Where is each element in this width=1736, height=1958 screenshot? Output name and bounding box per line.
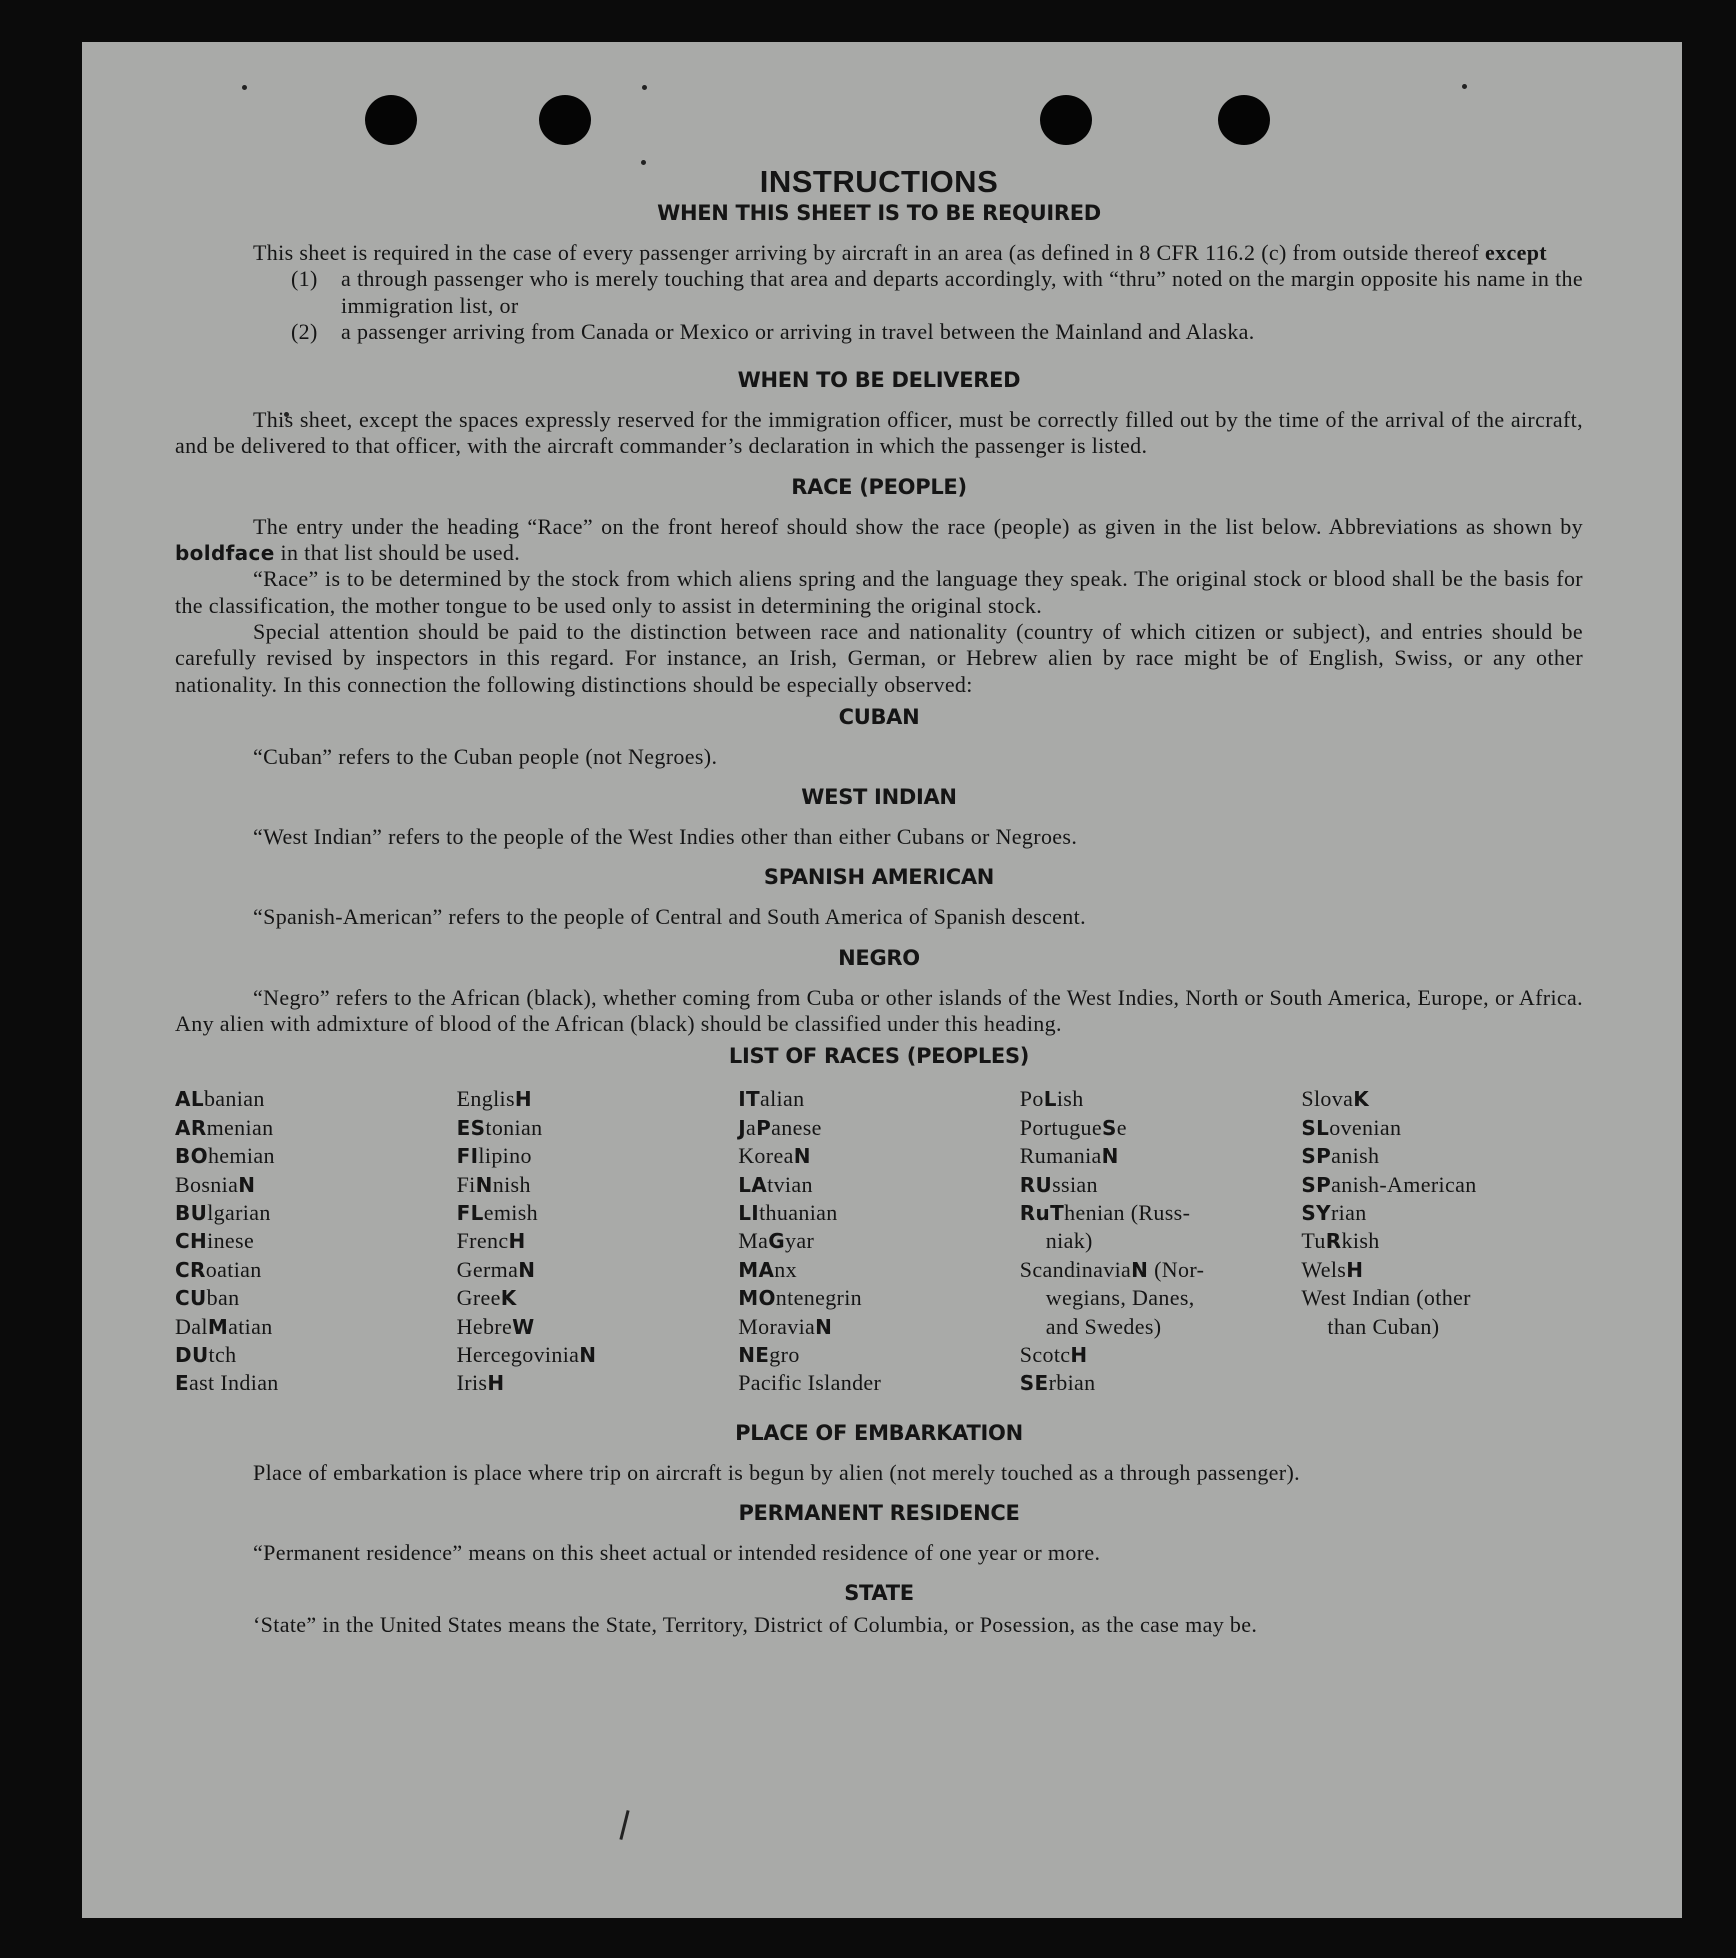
speck xyxy=(242,85,247,90)
paragraph-embarkation: Place of embarkation is place where trip on aircraft is begun by alien (not merely touched as a through passenger). xyxy=(253,1459,1300,1485)
heading-negro: NEGRO xyxy=(838,945,920,970)
race-text: Rumania xyxy=(1019,1143,1102,1169)
race-abbrev: MA xyxy=(738,1257,775,1282)
race-text: anish-American xyxy=(1331,1171,1477,1197)
race-entry xyxy=(1020,1341,1302,1369)
race-entry xyxy=(1020,1256,1302,1284)
race-abbrev: IT xyxy=(738,1087,760,1112)
race-abbrev: BO xyxy=(175,1144,208,1169)
heading-race: RACE (PEOPLE) xyxy=(791,474,967,499)
race-text: emish xyxy=(483,1199,539,1225)
item-text: a through passenger who is merely touching that area and departs accordingly, with “thru” noted on the margin opposite his name in the immigration list, or xyxy=(341,266,1583,318)
race-abbrev: FI xyxy=(456,1144,479,1169)
race-entry xyxy=(175,1256,457,1284)
race-abbrev: DU xyxy=(175,1343,209,1367)
race-text: ast Indian xyxy=(189,1370,279,1396)
race-text: banian xyxy=(203,1086,265,1112)
race-text: tch xyxy=(208,1342,237,1367)
race-abbrev: H xyxy=(508,1229,526,1254)
race-text: thuanian xyxy=(759,1199,838,1225)
race-entry xyxy=(738,1256,1020,1284)
punch-hole xyxy=(539,95,591,145)
race-entry xyxy=(175,1284,457,1312)
race-entry xyxy=(1020,1142,1302,1170)
race-abbrev: FL xyxy=(456,1200,484,1225)
race-text: Gree xyxy=(456,1285,501,1311)
race-abbrev: AL xyxy=(175,1087,204,1112)
race-abbrev: SE xyxy=(1019,1371,1049,1396)
race-entry xyxy=(1020,1171,1302,1199)
heading-west-indian: WEST INDIAN xyxy=(801,785,957,810)
races-column xyxy=(738,1085,1020,1397)
race-abbrev: LA xyxy=(738,1172,768,1197)
race-abbrev: CR xyxy=(175,1257,206,1282)
race-entry xyxy=(1301,1085,1583,1113)
race-abbrev: MO xyxy=(738,1286,776,1311)
race-abbrev: AR xyxy=(175,1115,207,1140)
race-text: Scotc xyxy=(1019,1342,1071,1367)
race-entry xyxy=(457,1256,739,1284)
race-abbrev: P xyxy=(756,1115,772,1140)
race-entry xyxy=(738,1085,1020,1113)
paragraph-permanent-residence: “Permanent residence” means on this sheet actual or intended residence of one year or more. xyxy=(253,1540,1101,1566)
paragraph-spanish-american: “Spanish-American” refers to the people of Central and South America of Spanish descent. xyxy=(253,904,1086,930)
race-text: ovenian xyxy=(1329,1114,1402,1140)
race-text: Wels xyxy=(1301,1256,1347,1282)
race-abbrev: N xyxy=(518,1257,536,1282)
race-entry xyxy=(1301,1227,1583,1255)
race-text: kish xyxy=(1341,1228,1380,1254)
race-text: Bosnia xyxy=(175,1171,239,1197)
race-text: rbian xyxy=(1048,1370,1096,1396)
race-text: Korea xyxy=(738,1143,794,1169)
race-abbrev: RuT xyxy=(1019,1200,1065,1225)
race-abbrev: H xyxy=(1070,1343,1088,1367)
list-item xyxy=(291,319,1583,345)
race-abbrev: SP xyxy=(1301,1172,1332,1197)
speck xyxy=(1462,84,1467,89)
race-text: henian (Russ- xyxy=(1064,1199,1191,1225)
punch-hole xyxy=(365,95,417,145)
race-abbrev: ES xyxy=(456,1115,486,1140)
race-entry xyxy=(738,1313,1020,1341)
heading-cuban: CUBAN xyxy=(838,704,920,729)
race-entry xyxy=(1020,1114,1302,1142)
page-title: INSTRUCTIONS xyxy=(759,164,999,199)
race-text: Pacific Islander xyxy=(738,1370,882,1396)
race-entry xyxy=(738,1142,1020,1170)
race-entry xyxy=(1301,1142,1583,1170)
race-entry xyxy=(738,1341,1020,1369)
heading-spanish-american: SPANISH AMERICAN xyxy=(763,865,995,890)
race-text: West Indian (other xyxy=(1301,1285,1471,1311)
race-entry xyxy=(1301,1114,1583,1142)
race-entry xyxy=(175,1114,457,1142)
race-abbrev: N xyxy=(1131,1257,1149,1282)
race-abbrev: G xyxy=(768,1229,785,1254)
race-entry xyxy=(175,1199,457,1227)
race-text: Fi xyxy=(456,1171,476,1197)
race-text: anese xyxy=(771,1114,822,1140)
race-text: anish xyxy=(1331,1143,1380,1169)
race-abbrev: H xyxy=(1346,1257,1364,1282)
speck xyxy=(642,85,647,90)
race-abbrev: BU xyxy=(175,1200,208,1225)
race-text: Hercegovinia xyxy=(456,1342,580,1367)
race-abbrev: M xyxy=(207,1314,229,1339)
race-text: Slova xyxy=(1301,1086,1354,1112)
race-abbrev: SL xyxy=(1301,1115,1330,1140)
race-text: ssian xyxy=(1052,1171,1098,1197)
race-text: alian xyxy=(759,1086,805,1112)
paragraph-text: in that list should be used. xyxy=(280,540,521,566)
race-entry xyxy=(738,1114,1020,1142)
race-text: e xyxy=(1116,1114,1127,1140)
race-text: than Cuban) xyxy=(1327,1313,1440,1339)
race-entry xyxy=(457,1313,739,1341)
race-entry xyxy=(457,1227,739,1255)
race-text: Po xyxy=(1019,1086,1044,1112)
race-entry xyxy=(1020,1199,1302,1227)
race-entry xyxy=(175,1313,457,1341)
race-text: yar xyxy=(785,1228,815,1254)
race-entry xyxy=(738,1171,1020,1199)
race-entry xyxy=(1301,1199,1583,1227)
race-abbrev: L xyxy=(1043,1087,1057,1112)
race-text: tonian xyxy=(485,1114,543,1140)
race-abbrev: CH xyxy=(175,1229,208,1254)
race-text: lipino xyxy=(478,1143,532,1169)
race-entry xyxy=(175,1369,457,1397)
race-abbrev: H xyxy=(514,1087,533,1112)
race-entry xyxy=(175,1341,457,1369)
race-entry xyxy=(1301,1171,1583,1199)
race-entry xyxy=(457,1171,739,1199)
race-abbrev: N xyxy=(815,1314,833,1339)
punch-hole xyxy=(1218,95,1270,145)
race-text: a xyxy=(745,1114,757,1140)
race-abbrev: E xyxy=(175,1371,190,1396)
race-entry xyxy=(738,1284,1020,1312)
race-text: ban xyxy=(206,1285,240,1311)
race-text: ish xyxy=(1056,1086,1084,1112)
race-text: inese xyxy=(207,1228,255,1254)
race-entry xyxy=(1301,1284,1583,1312)
race-text: menian xyxy=(206,1114,274,1140)
race-entry xyxy=(738,1227,1020,1255)
heading-when-delivered: WHEN TO BE DELIVERED xyxy=(737,368,1021,393)
race-abbrev: N xyxy=(793,1144,811,1169)
race-text: Scandinavia xyxy=(1019,1256,1132,1282)
race-entry xyxy=(457,1369,739,1397)
paragraph-text: This sheet is required in the case of every passenger arriving by aircraft in an area (as defined in 8 CFR 116.2 (c) from outside thereof xyxy=(253,240,1480,265)
races-column xyxy=(457,1085,739,1397)
race-entry xyxy=(175,1085,457,1113)
race-abbrev: N xyxy=(1101,1144,1119,1169)
race-abbrev: LI xyxy=(738,1200,760,1225)
heading-embarkation: PLACE OF EMBARKATION xyxy=(735,1420,1023,1445)
race-abbrev: CU xyxy=(175,1286,207,1311)
race-abbrev: W xyxy=(512,1314,535,1339)
race-text: ntenegrin xyxy=(775,1285,863,1311)
races-column xyxy=(175,1085,457,1397)
race-entry xyxy=(1020,1227,1302,1255)
race-abbrev: S xyxy=(1102,1115,1117,1140)
heading-list-of-races: LIST OF RACES (PEOPLES) xyxy=(728,1044,1030,1069)
heading-when-required: WHEN THIS SHEET IS TO BE REQUIRED xyxy=(657,201,1101,225)
bold-text: boldface xyxy=(175,541,275,566)
race-text: tvian xyxy=(767,1171,813,1197)
race-text: Iris xyxy=(456,1370,488,1396)
paragraph-race-3: Special attention should be paid to the distinction between race and nationality (country of which citizen or subject), and entries should be carefully revised by inspectors in this regard. For instance, an Irish, German, or Hebrew alien by race might be of English, Swiss, or any other nationality. In this connection the following distinctions should be especially observed: xyxy=(175,618,1583,697)
race-text: wegians, Danes, xyxy=(1045,1285,1195,1311)
race-entry xyxy=(457,1085,739,1113)
paragraph-when-required xyxy=(175,240,1583,266)
race-text: rian xyxy=(1330,1199,1367,1225)
heading-state: STATE xyxy=(844,1581,914,1606)
race-abbrev: N xyxy=(579,1343,597,1367)
race-entry xyxy=(175,1227,457,1255)
race-entry xyxy=(1301,1313,1583,1341)
race-entry xyxy=(1020,1085,1302,1113)
paragraph-cuban: “Cuban” refers to the Cuban people (not Negroes). xyxy=(253,743,718,769)
race-text: Portugue xyxy=(1019,1114,1103,1140)
race-text: niak) xyxy=(1045,1228,1093,1254)
item-number: (2) xyxy=(291,318,318,344)
list-item xyxy=(291,266,1583,319)
race-text: Germa xyxy=(456,1256,519,1282)
race-abbrev: RU xyxy=(1019,1172,1053,1197)
race-text: Hebre xyxy=(456,1313,513,1339)
paragraph-when-delivered: This sheet, except the spaces expressly reserved for the immigration officer, must be correctly filled out by the time of the arrival of the aircraft, and be delivered to that officer, with the aircraft commander’s declaration in which the passenger is listed. xyxy=(175,407,1583,459)
race-abbrev: J xyxy=(738,1115,746,1140)
race-abbrev: R xyxy=(1325,1229,1342,1254)
race-text: oatian xyxy=(205,1256,262,1282)
race-abbrev: N xyxy=(238,1172,256,1197)
paragraph-text: The entry under the heading “Race” on the front hereof should show the race (people) as given in the list below. Abbreviations as shown by xyxy=(253,513,1583,539)
paragraph-race-1 xyxy=(175,514,1583,567)
races-column xyxy=(1301,1085,1583,1397)
paragraph-negro: “Negro” refers to the African (black), whether coming from Cuba or other islands of the West Indies, North or South America, Europe, or Africa. Any alien with admixture of blood of the African (black) should be classified under this heading. xyxy=(175,984,1583,1037)
race-entry xyxy=(1020,1313,1302,1341)
race-abbrev: NE xyxy=(738,1343,770,1367)
race-text: Ma xyxy=(738,1228,769,1254)
race-text: Tu xyxy=(1301,1228,1326,1254)
races-column xyxy=(1020,1085,1302,1397)
punch-hole xyxy=(1040,95,1092,145)
race-entry xyxy=(738,1369,1020,1397)
heading-permanent-residence: PERMANENT RESIDENCE xyxy=(738,1501,1020,1526)
race-text: Dal xyxy=(175,1313,208,1339)
document-sheet xyxy=(82,42,1682,1918)
race-entry xyxy=(1020,1284,1302,1312)
race-abbrev: SP xyxy=(1301,1144,1332,1169)
item-number: (1) xyxy=(291,266,318,292)
race-abbrev: N xyxy=(475,1172,493,1197)
race-abbrev: SY xyxy=(1301,1200,1331,1225)
race-text: (Nor- xyxy=(1148,1256,1205,1282)
race-entry xyxy=(457,1114,739,1142)
race-text: Frenc xyxy=(456,1228,509,1254)
bold-text: except xyxy=(1485,240,1547,265)
race-text: nx xyxy=(774,1256,797,1282)
race-entry xyxy=(457,1142,739,1170)
race-text: nish xyxy=(492,1171,531,1197)
race-entry xyxy=(738,1199,1020,1227)
race-entry xyxy=(1020,1369,1302,1397)
race-abbrev: K xyxy=(500,1286,517,1311)
race-entry xyxy=(457,1284,739,1312)
race-text: hemian xyxy=(207,1143,275,1169)
race-entry xyxy=(1301,1256,1583,1284)
race-entry xyxy=(175,1171,457,1199)
race-text: gro xyxy=(769,1342,800,1367)
paragraph-race-2: “Race” is to be determined by the stock from which aliens spring and the language they speak. The original stock or blood shall be the basis for the classification, the mother tongue to be used only to assist in determining the original stock. xyxy=(175,566,1583,618)
race-text: and Swedes) xyxy=(1045,1313,1162,1339)
race-text: Moravia xyxy=(738,1313,816,1339)
paragraph-west-indian: “West Indian” refers to the people of the West Indies other than either Cubans or Negroes. xyxy=(253,824,1078,850)
instructions-content xyxy=(175,164,1583,1639)
race-abbrev: K xyxy=(1353,1087,1370,1112)
item-text: a passenger arriving from Canada or Mexico or arriving in travel between the Mainland and Alaska. xyxy=(341,318,1255,344)
race-text: lgarian xyxy=(207,1199,271,1225)
races-list xyxy=(175,1085,1583,1397)
race-abbrev: H xyxy=(487,1371,505,1396)
race-entry xyxy=(457,1341,739,1369)
race-entry xyxy=(457,1199,739,1227)
race-text: atian xyxy=(228,1313,273,1339)
race-entry xyxy=(175,1142,457,1170)
paragraph-state: ‘State” in the United States means the State, Territory, District of Columbia, or Posession, as the case may be. xyxy=(253,1612,1258,1638)
race-text: Englis xyxy=(456,1086,515,1112)
